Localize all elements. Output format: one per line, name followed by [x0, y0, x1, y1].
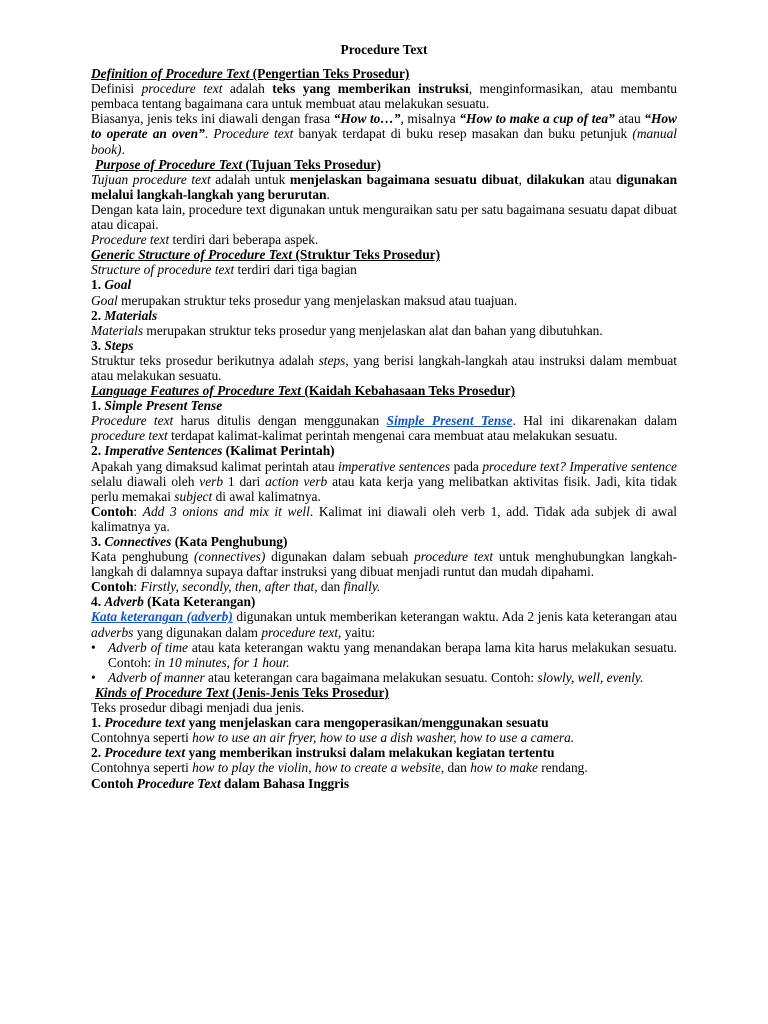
language-tense-text: Procedure text harus ditulis dengan menggunakan Simple Present Tense. Hal ini dikarenakan dalam procedure text terdapat kalimat-kalimat perintah mengenai cara membuat atau melakukan sesuatu.: [91, 413, 678, 444]
structure-materials-text: Materials merupakan struktur teks prosedur yang menjelaskan alat dan bahan yang dibutuhkan.: [91, 322, 603, 338]
kinds-1-heading: 1. Procedure text yang menjelaskan cara mengoperasikan/menggunakan sesuatu: [91, 715, 549, 731]
purpose-paragraph-1: Tujuan procedure text adalah untuk menjelaskan bagaimana sesuatu dibuat, dilakukan atau digunakan melalui langkah-langkah yang berurutan.: [91, 171, 678, 202]
structure-materials-heading: 2. Materials: [91, 307, 158, 323]
list-item: • Adverb of manner atau keterangan cara bagaimana melakukan sesuatu. Contoh: slowly, well, evenly.: [108, 670, 677, 685]
section-heading-language: Language Features of Procedure Text (Kaidah Kebahasaan Teks Prosedur): [91, 383, 516, 399]
page-title: Procedure Text: [340, 42, 428, 57]
structure-goal-text: Goal merupakan struktur teks prosedur yang menjelaskan maksud atau tuajuan.: [91, 292, 518, 308]
language-connectives-example: Contoh: Firstly, secondly, then, after that, dan finally.: [91, 579, 381, 595]
structure-intro: Structure of procedure text terdiri dari tiga bagian: [91, 262, 357, 278]
kinds-1-example: Contohnya seperti how to use an air fryer, how to use a dish washer, how to use a camera.: [91, 730, 575, 746]
structure-steps-text: Struktur teks prosedur berikutnya adalah steps, yang berisi langkah-langkah atau instruksi dalam membuat atau melakukan sesuatu.: [91, 352, 677, 383]
document-body: [91, 42, 677, 791]
definition-paragraph-2: Biasanya, jenis teks ini diawali dengan frasa “How to…”, misalnya “How to make a cup of tea” atau “How to operate an oven”. Procedure text banyak terdapat di buku resep masakan dan buku petunjuk (manual book).: [91, 111, 677, 157]
structure-goal-heading: 1. Goal: [91, 277, 132, 293]
kinds-intro: Teks prosedur dibagi menjadi dua jenis.: [91, 700, 305, 716]
language-imperative-text: Apakah yang dimaksud kalimat perintah atau imperative sentences pada procedure text? Imperative sentence selalu diawali oleh verb 1 dari action verb atau kata kerja yang melibatkan aktivitas fisik. Jadi, kita tidak perlu memakai subject di awal kalimatnya.: [91, 458, 677, 504]
section-heading-kinds: Kinds of Procedure Text (Jenis-Jenis Teks Prosedur): [95, 684, 389, 700]
section-heading-purpose: Purpose of Procedure Text (Tujuan Teks Prosedur): [95, 156, 381, 172]
list-item: • Adverb of time atau kata keterangan waktu yang menandakan berapa lama kita harus melakukan sesuatu. Contoh: in 10 minutes, for 1 hour.: [108, 640, 677, 670]
simple-present-tense-link[interactable]: Simple Present Tense: [386, 413, 513, 429]
definition-paragraph-1: Definisi procedure text adalah teks yang memberikan instruksi, menginformasikan, atau membantu pembaca tentang bagaimana cara untuk membuat atau melakukan sesuatu.: [91, 81, 677, 112]
language-imperative-heading: 2. Imperative Sentences (Kalimat Perintah): [91, 443, 335, 459]
language-connectives-heading: 3. Connectives (Kata Penghubung): [91, 534, 288, 549]
purpose-paragraph-2: Dengan kata lain, procedure text digunakan untuk menguraikan satu per satu bagaimana sesuatu dapat dibuat atau dicapai.: [91, 201, 677, 233]
section-heading-structure: Generic Structure of Procedure Text (Struktur Teks Prosedur): [91, 247, 441, 263]
kinds-2-heading: 2. Procedure text yang memberikan instruksi dalam melakukan kegiatan tertentu: [91, 745, 555, 761]
kinds-2-example: Contohnya seperti how to play the violin, how to create a website, dan how to make rendang.: [91, 760, 588, 776]
language-connectives-text: Kata penghubung (connectives) digunakan dalam sebuah procedure text untuk menghubungkan langkah-langkah di dalamnya supaya daftar instruksi yang dibuat menjadi runtut dan mudah dipahami.: [91, 549, 677, 580]
purpose-paragraph-3: Procedure text terdiri dari beberapa aspek.: [91, 232, 319, 248]
language-adverb-text: Kata keterangan (adverb) digunakan untuk memberikan keterangan waktu. Ada 2 jenis kata keterangan atau adverbs yang digunakan dalam procedure text, yaitu:: [91, 609, 678, 640]
language-adverb-heading: 4. Adverb (Kata Keterangan): [91, 594, 256, 610]
language-tense-heading: 1. Simple Present Tense: [91, 398, 223, 414]
kata-keterangan-link[interactable]: Kata keterangan (adverb): [91, 609, 233, 625]
section-heading-definition: Definition of Procedure Text (Pengertian Teks Prosedur): [91, 66, 410, 82]
example-heading: Contoh Procedure Text dalam Bahasa Inggris: [91, 775, 350, 791]
structure-steps-heading: 3. Steps: [91, 337, 134, 353]
adverb-list: [91, 640, 677, 685]
language-imperative-example: Contoh: Add 3 onions and mix it well. Kalimat ini diawali oleh verb 1, add. Tidak ada subjek di awal kalimatnya ya.: [91, 503, 677, 534]
